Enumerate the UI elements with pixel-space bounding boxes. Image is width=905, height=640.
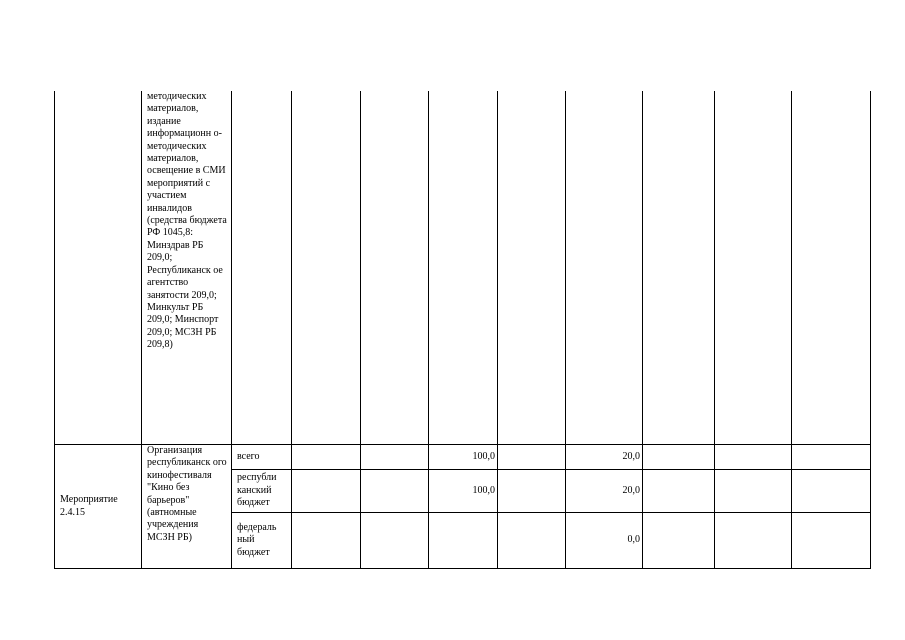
- table-cell-empty: [643, 445, 715, 470]
- table-cell-empty: [792, 445, 871, 470]
- table-cell-empty: [292, 445, 361, 470]
- value-cell: 100,0: [429, 445, 498, 470]
- table-cell-empty: [715, 470, 792, 513]
- table-cell-empty: [498, 513, 566, 569]
- value-cell: 100,0: [429, 470, 498, 513]
- funding-source-republican: республи канский бюджет: [232, 470, 292, 513]
- table-cell-empty: [361, 470, 429, 513]
- table-cell-empty: [643, 91, 715, 445]
- value-cell: 20,0: [566, 445, 643, 470]
- budget-table: [54, 91, 871, 569]
- value-cell: 0,0: [566, 513, 643, 569]
- table-cell-empty: [792, 513, 871, 569]
- table-cell-empty: [429, 91, 498, 445]
- table-cell-empty: [643, 513, 715, 569]
- funding-source-federal: федераль ный бюджет: [232, 513, 292, 569]
- funding-source-total: всего: [232, 445, 292, 470]
- table-cell-empty: [643, 470, 715, 513]
- value-cell: 20,0: [566, 470, 643, 513]
- table-cell-empty: [792, 470, 871, 513]
- table-cell-empty: [361, 91, 429, 445]
- table-cell-empty: [292, 470, 361, 513]
- table-cell-empty: [566, 91, 643, 445]
- event-name: Мероприятие 2.4.15: [55, 445, 142, 569]
- event-description: Организация республиканск ого кинофестиваля "Кино без барьеров" (автномные учреждения МСЗН РБ): [142, 445, 232, 569]
- table-cell-empty: [792, 91, 871, 445]
- table-cell-empty: [292, 513, 361, 569]
- value-cell: [429, 513, 498, 569]
- event-description-continuation: методических материалов, издание информационн о-методических материалов, освещение в СМИ мероприятий с участием инвалидов (средства бюджета РФ 1045,8: Минздрав РБ 209,0; Республиканск ое агентство занятости 209,0; Минкульт РБ 209,0; Минспорт 209,0; МСЗН РБ 209,8): [142, 91, 232, 445]
- table-cell-empty: [498, 91, 566, 445]
- event-name-cell-empty: [55, 91, 142, 445]
- table-cell-empty: [292, 91, 361, 445]
- continuation-row: [55, 91, 871, 445]
- table-cell-empty: [498, 445, 566, 470]
- table-cell-empty: [715, 513, 792, 569]
- table-cell-empty: [715, 91, 792, 445]
- table-cell-empty: [715, 445, 792, 470]
- table-cell-empty: [361, 513, 429, 569]
- table-row-total: [55, 445, 871, 470]
- table-cell-empty: [361, 445, 429, 470]
- table-cell-empty: [498, 470, 566, 513]
- funding-source-cell-empty: [232, 91, 292, 445]
